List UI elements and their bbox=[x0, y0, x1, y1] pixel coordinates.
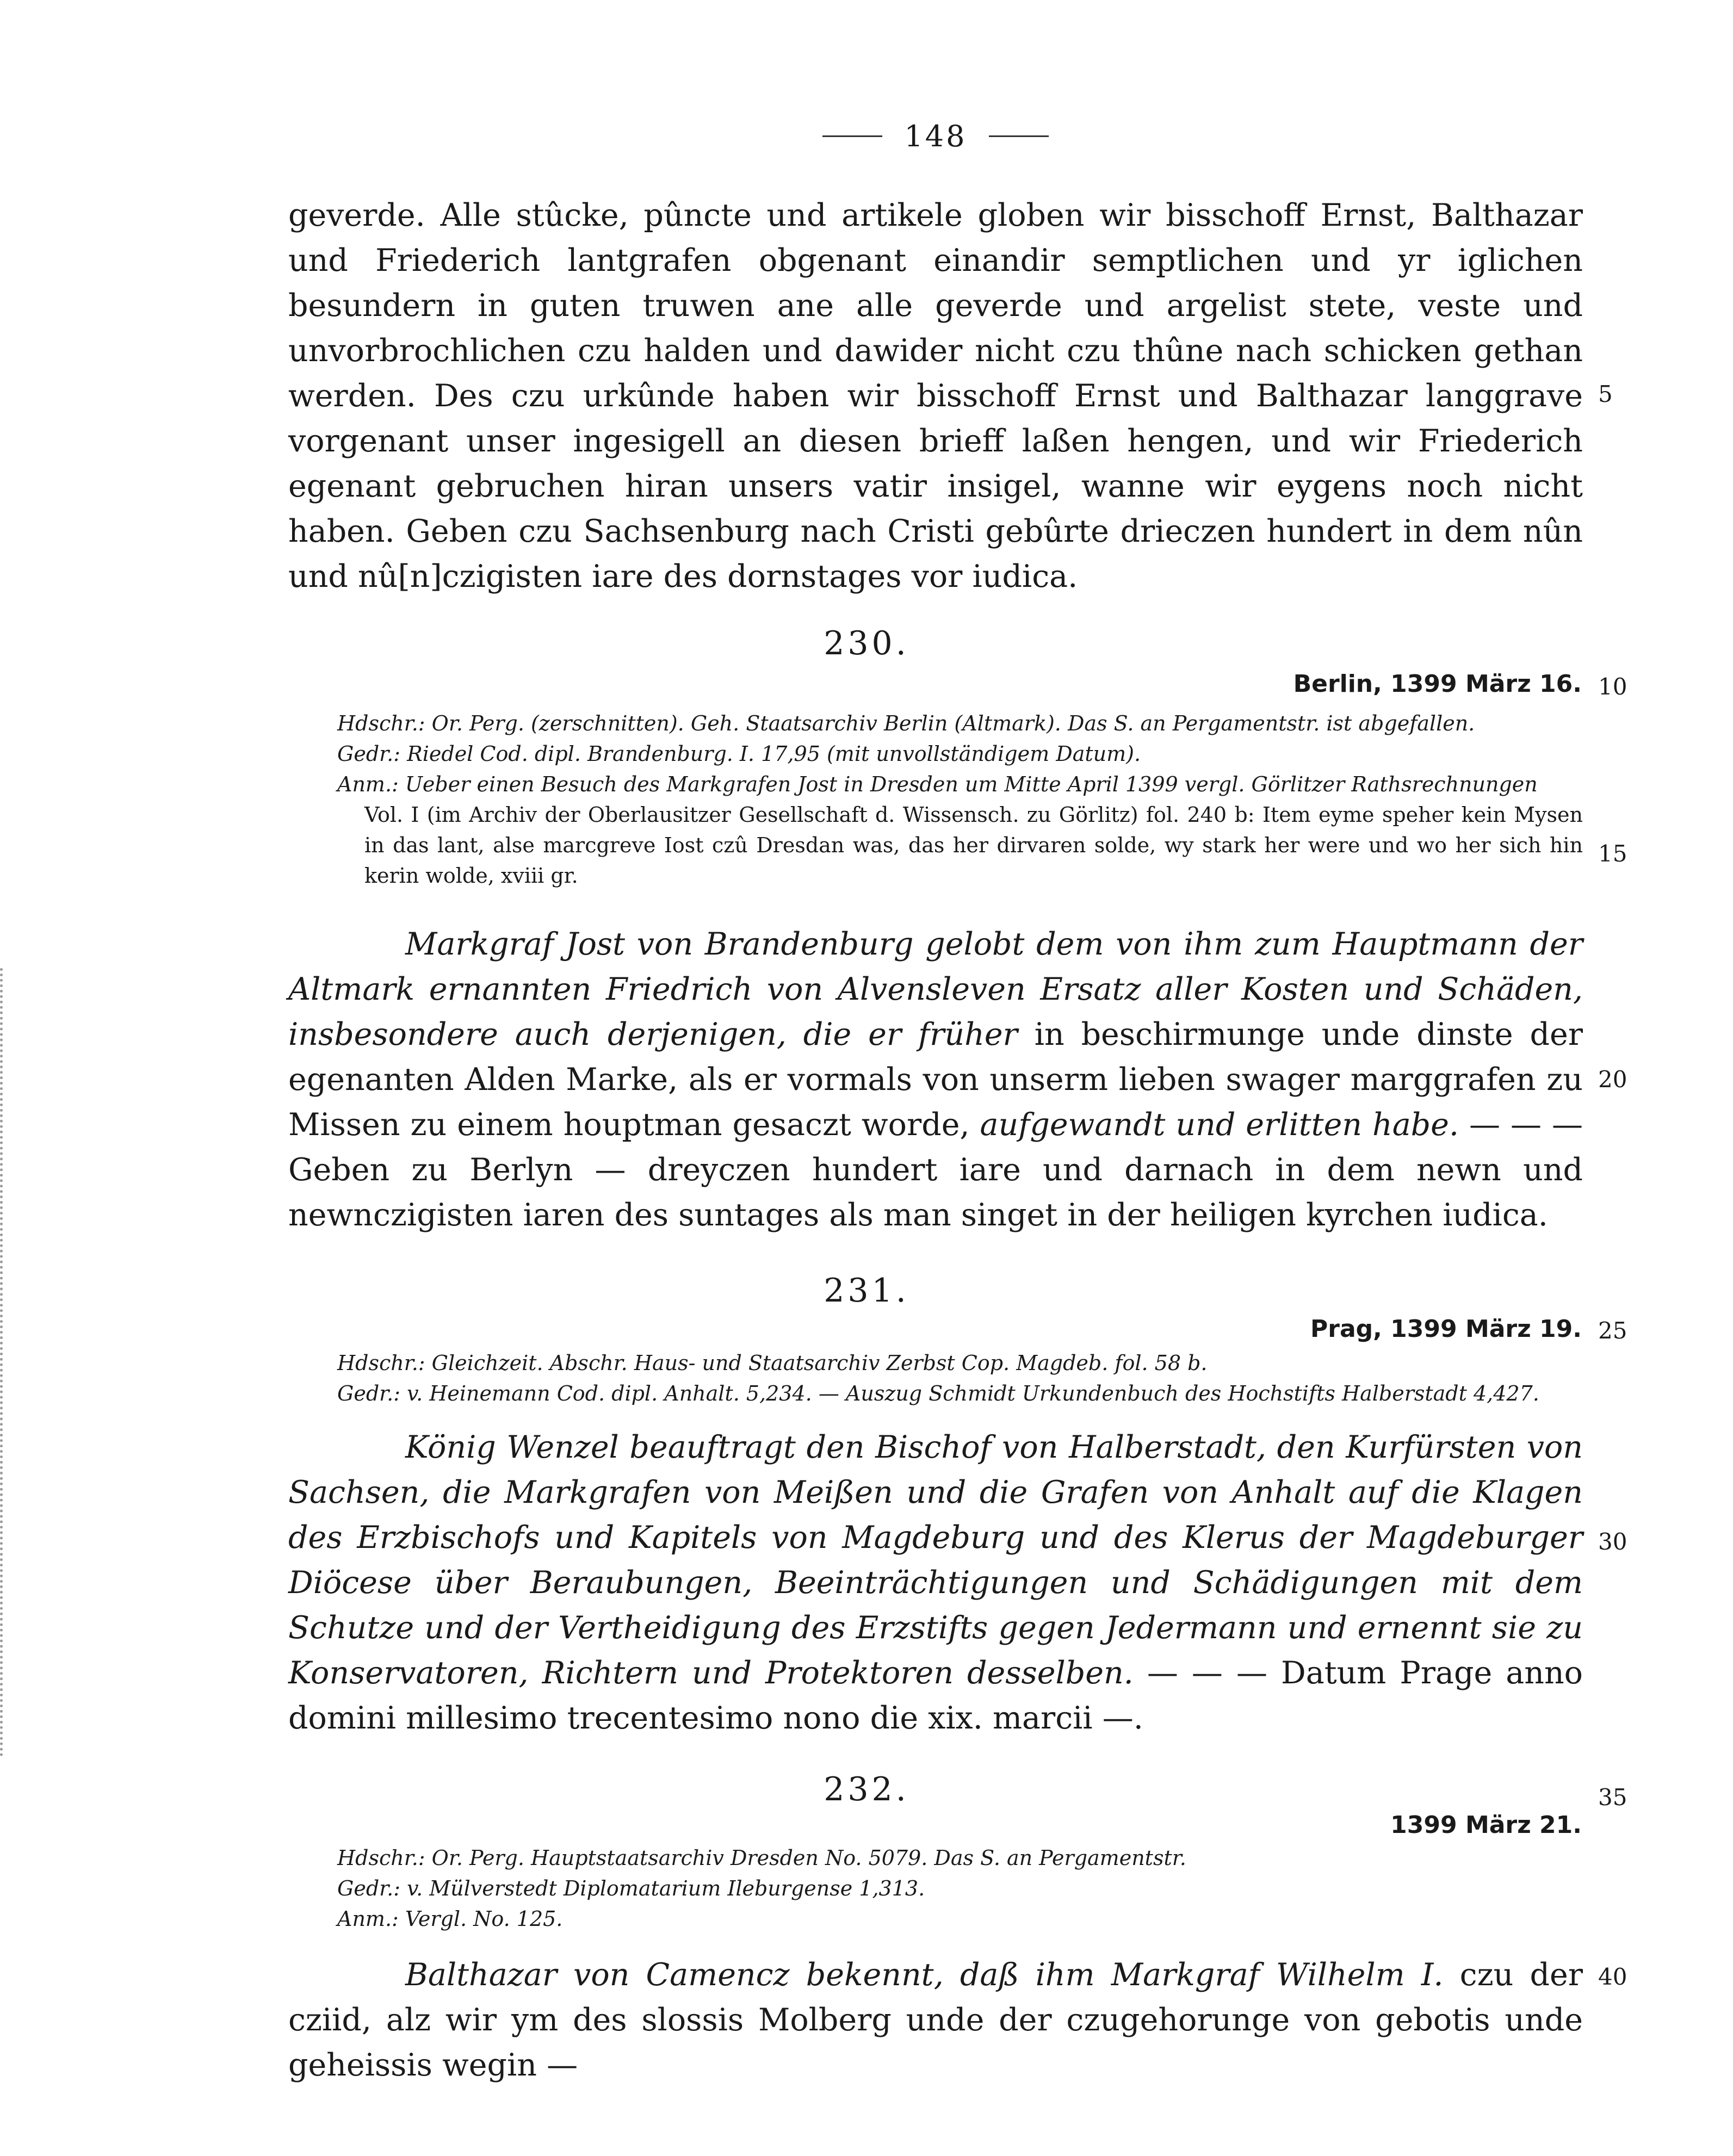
source-text: — — — Geben zu Berlyn — dreyczen hundert iare und darnach in dem newn und newnczigisten iaren des suntages als man singet in der heiligen kyrchen iudica. bbox=[288, 1107, 1583, 1233]
regest-text: König Wenzel beauftragt den Bischof von Halberstadt, den Kurfürsten von Sachsen, die Markgrafen von Meißen und die Grafen von Anhalt auf die Klagen des Erzbischofs und Kapitels von Magdeburg und des Klerus der Magdeburger Diöcese über Beraubungen, Beeinträchtigungen und Schädigungen mit dem Schutze und der Vertheidigung des Erzstifts gegen Jedermann und ernennt sie zu Konservatoren, Richtern und Protektoren desselben. bbox=[288, 1429, 1583, 1691]
regest-text: Markgraf Jost von Brandenburg gelobt dem von ihm zum Hauptmann der Altmark ernannten Friedrich von Alvensleven Ersatz aller Kosten und Schäden, insbesondere auch derjenigen, die er früher bbox=[288, 926, 1583, 1052]
margin-line-number: 40 bbox=[1598, 1963, 1627, 1990]
regest-text: aufgewandt und erlitten habe. bbox=[980, 1107, 1459, 1143]
regest-paragraph bbox=[288, 1953, 1583, 2088]
scan-edge-dots bbox=[0, 968, 10, 1757]
header-rule-left bbox=[822, 135, 882, 137]
margin-line-number: 10 bbox=[1598, 673, 1627, 700]
apparatus-line: Gedr.: v. Mülverstedt Diplomatarium Ileburgense 1,313. bbox=[337, 1876, 925, 1900]
document-number-231: 231. bbox=[824, 1272, 909, 1310]
header-rule-right bbox=[989, 135, 1049, 137]
continuation-paragraph: geverde. Alle stûcke, pûncte und artikele globen wir bisschoff Ernst, Balthazar und Friederich lantgrafen obgenant einandir semptlichen und yr iglichen besundern in guten truwen ane alle geverde und argelist stete, veste und unvorbrochlichen czu halden und dawider nicht czu thûne nach schicken gethan werden. Des czu urkûnde haben wir bisschoff Ernst und Balthazar langgrave vorgenant unser ingesigell an diesen brieff laßen hengen, und wir Friederich egenant gebruchen hiran unsers vatir insigel, wanne wir eygens noch nicht haben. Geben czu Sachsenburg nach Cristi gebûrte drieczen hundert in dem nûn und nû[n]czigisten iare des dornstages vor iudica. bbox=[288, 197, 1583, 594]
document-number-230: 230. bbox=[824, 624, 909, 662]
continuation-text bbox=[288, 193, 1583, 599]
margin-line-number: 30 bbox=[1598, 1528, 1627, 1555]
source-text: — — — Datum Prage anno domini millesimo trecentesimo nono die xix. marcii —. bbox=[288, 1655, 1583, 1736]
regest-232 bbox=[288, 1953, 1583, 2088]
apparatus-line: Hdschr.: Gleichzeit. Abschr. Haus- und Staatsarchiv Zerbst Cop. Magdeb. fol. 58 b. bbox=[337, 1351, 1208, 1375]
margin-line-number: 15 bbox=[1598, 840, 1627, 867]
apparatus-232 bbox=[337, 1843, 1583, 1934]
apparatus-231 bbox=[337, 1348, 1583, 1409]
source-text: czu der cziid, alz wir ym des slossis Molberg unde der czugehorunge von gebotis unde geheissis wegin — bbox=[288, 1957, 1583, 2083]
apparatus-line: Hdschr.: Or. Perg. (zerschnitten). Geh. Staatsarchiv Berlin (Altmark). Das S. an Pergamentstr. ist abgefallen. bbox=[337, 711, 1475, 735]
margin-line-number: 25 bbox=[1598, 1317, 1627, 1344]
margin-line-number: 35 bbox=[1598, 1784, 1627, 1811]
regest-230 bbox=[288, 922, 1583, 1238]
apparatus-line: Gedr.: v. Heinemann Cod. dipl. Anhalt. 5,234. — Auszug Schmidt Urkundenbuch des Hochstifts Halberstadt 4,427. bbox=[337, 1381, 1539, 1405]
document-number-232: 232. bbox=[824, 1770, 909, 1808]
apparatus-line: Anm.: Vergl. No. 125. bbox=[337, 1907, 563, 1931]
document-date-230: Berlin, 1399 März 16. bbox=[1293, 670, 1582, 698]
document-date-231: Prag, 1399 März 19. bbox=[1310, 1315, 1582, 1343]
apparatus-line: Vol. I (im Archiv der Oberlausitzer Gesellschaft d. Wissensch. zu Görlitz) fol. 240 b: Item eyme speher kein Mysen in das lant, alse marcgreve Iost czû Dresdan was, das her dirvaren solde, wy stark her were und wo her sich hin kerin wolde, xviii gr. bbox=[364, 803, 1583, 888]
apparatus-line: Anm.: Ueber einen Besuch des Markgrafen Jost in Dresden um Mitte April 1399 vergl. Görlitzer Rathsrechnungen bbox=[337, 772, 1538, 796]
document-date-232: 1399 März 21. bbox=[1390, 1811, 1582, 1839]
page-number: 148 bbox=[904, 119, 967, 153]
regest-text: Balthazar von Camencz bekennt, daß ihm Markgraf Wilhelm I. bbox=[405, 1957, 1444, 1993]
page-header bbox=[783, 114, 1088, 158]
margin-line-number: 20 bbox=[1598, 1066, 1627, 1093]
apparatus-230 bbox=[337, 708, 1583, 891]
margin-line-number: 5 bbox=[1598, 381, 1613, 407]
apparatus-line: Gedr.: Riedel Cod. dipl. Brandenburg. I. 17,95 (mit unvollständigem Datum). bbox=[337, 742, 1141, 766]
source-text: in beschirmunge unde dinste der egenanten Alden Marke, als er vormals von unserm lieben swager marggrafen zu Missen zu einem houptman gesaczt worde, bbox=[288, 1017, 1583, 1143]
regest-paragraph bbox=[288, 1425, 1583, 1741]
regest-paragraph bbox=[288, 922, 1583, 1238]
apparatus-line: Hdschr.: Or. Perg. Hauptstaatsarchiv Dresden No. 5079. Das S. an Pergamentstr. bbox=[337, 1846, 1186, 1870]
regest-231 bbox=[288, 1425, 1583, 1741]
